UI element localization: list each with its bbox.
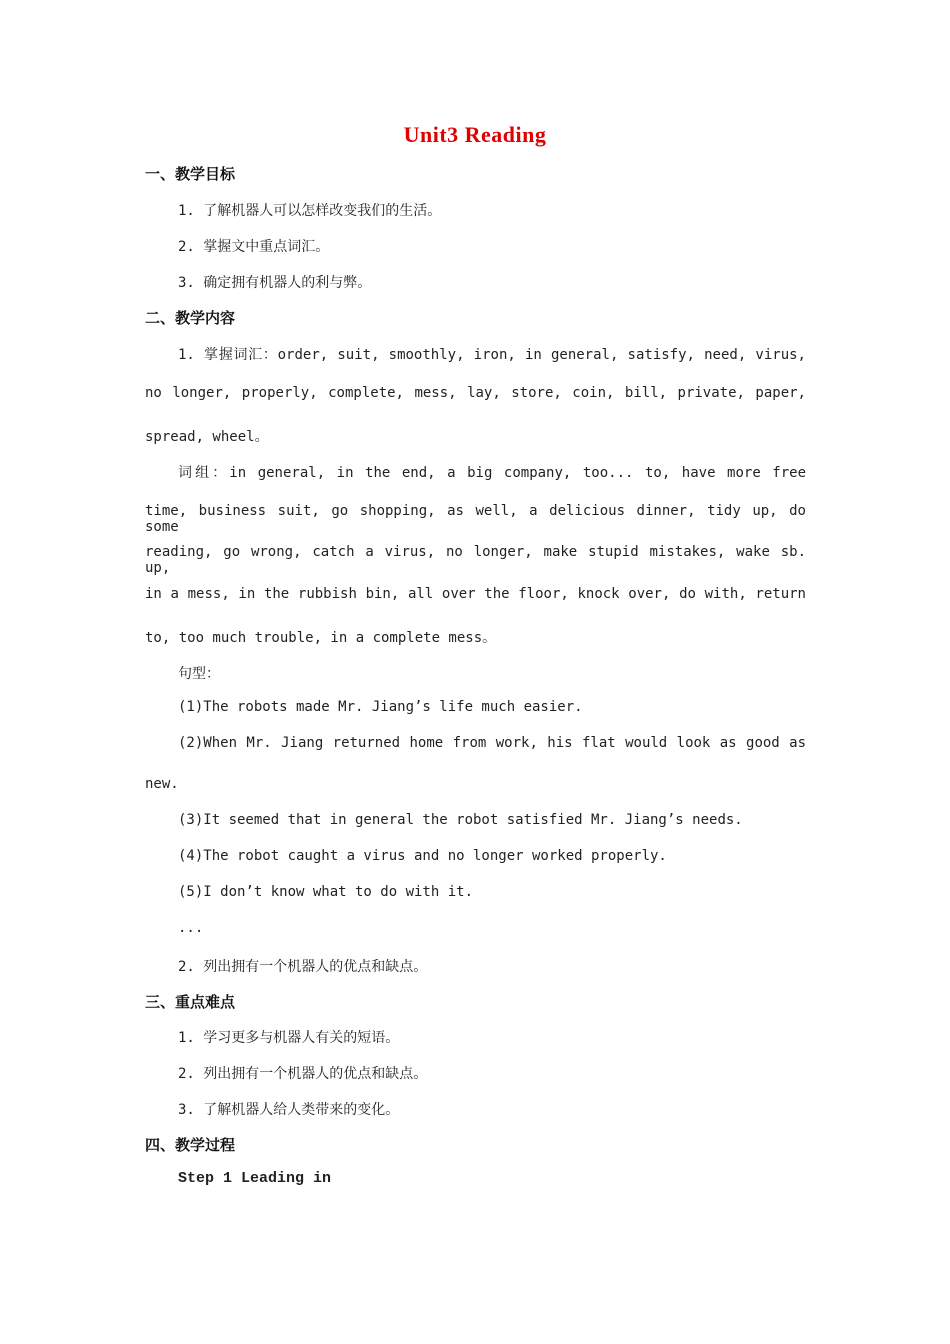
section-heading-objectives: 一、教学目标 [145,165,236,183]
key-point-item: 2. 列出拥有一个机器人的优点和缺点。 [178,1066,428,1082]
section-heading-process: 四、教学过程 [145,1136,236,1154]
section-heading-content: 二、教学内容 [145,309,236,327]
vocab-line: spread, wheel。 [145,429,269,445]
sentence-item: (2)When Mr. Jiang returned home from work, his flat would look as good as [178,735,806,751]
sentence-item: (1)The robots made Mr. Jiang’s life much easier. [178,699,583,715]
sentence-item: new. [145,776,179,792]
document-title: Unit3 Reading [403,122,547,147]
sentence-pattern-label: 句型： [178,666,220,682]
sentence-item: (4)The robot caught a virus and no longer worked properly. [178,848,667,864]
section-heading-key-points: 三、重点难点 [145,993,236,1011]
objective-item: 2. 掌握文中重点词汇。 [178,239,330,255]
sentence-item: (3)It seemed that in general the robot satisfied Mr. Jiang’s needs. [178,812,743,828]
sentence-item: (5)I don’t know what to do with it. [178,884,474,900]
phrases-line: in a mess, in the rubbish bin, all over the floor, knock over, do with, return [145,586,806,602]
step-heading: Step 1 Leading in [178,1170,332,1187]
ellipsis: ... [178,920,204,936]
phrases-line: 词组：in general, in the end, a big company, too... to, have more free [178,465,806,481]
vocab-line: no longer, properly, complete, mess, lay, store, coin, bill, private, paper, [145,385,806,401]
phrases-line: reading, go wrong, catch a virus, no longer, make stupid mistakes, wake sb. up, [145,544,806,576]
key-point-item: 1. 学习更多与机器人有关的短语。 [178,1030,400,1046]
content-item: 2. 列出拥有一个机器人的优点和缺点。 [178,959,428,975]
phrases-line: time, business suit, go shopping, as well, a delicious dinner, tidy up, do some [145,503,806,535]
objective-item: 3. 确定拥有机器人的利与弊。 [178,275,372,291]
phrases-line: to, too much trouble, in a complete mess。 [145,630,497,646]
vocab-line: 1. 掌握词汇：order, suit, smoothly, iron, in general, satisfy, need, virus, [178,347,806,363]
key-point-item: 3. 了解机器人给人类带来的变化。 [178,1102,400,1118]
objective-item: 1. 了解机器人可以怎样改变我们的生活。 [178,203,442,219]
